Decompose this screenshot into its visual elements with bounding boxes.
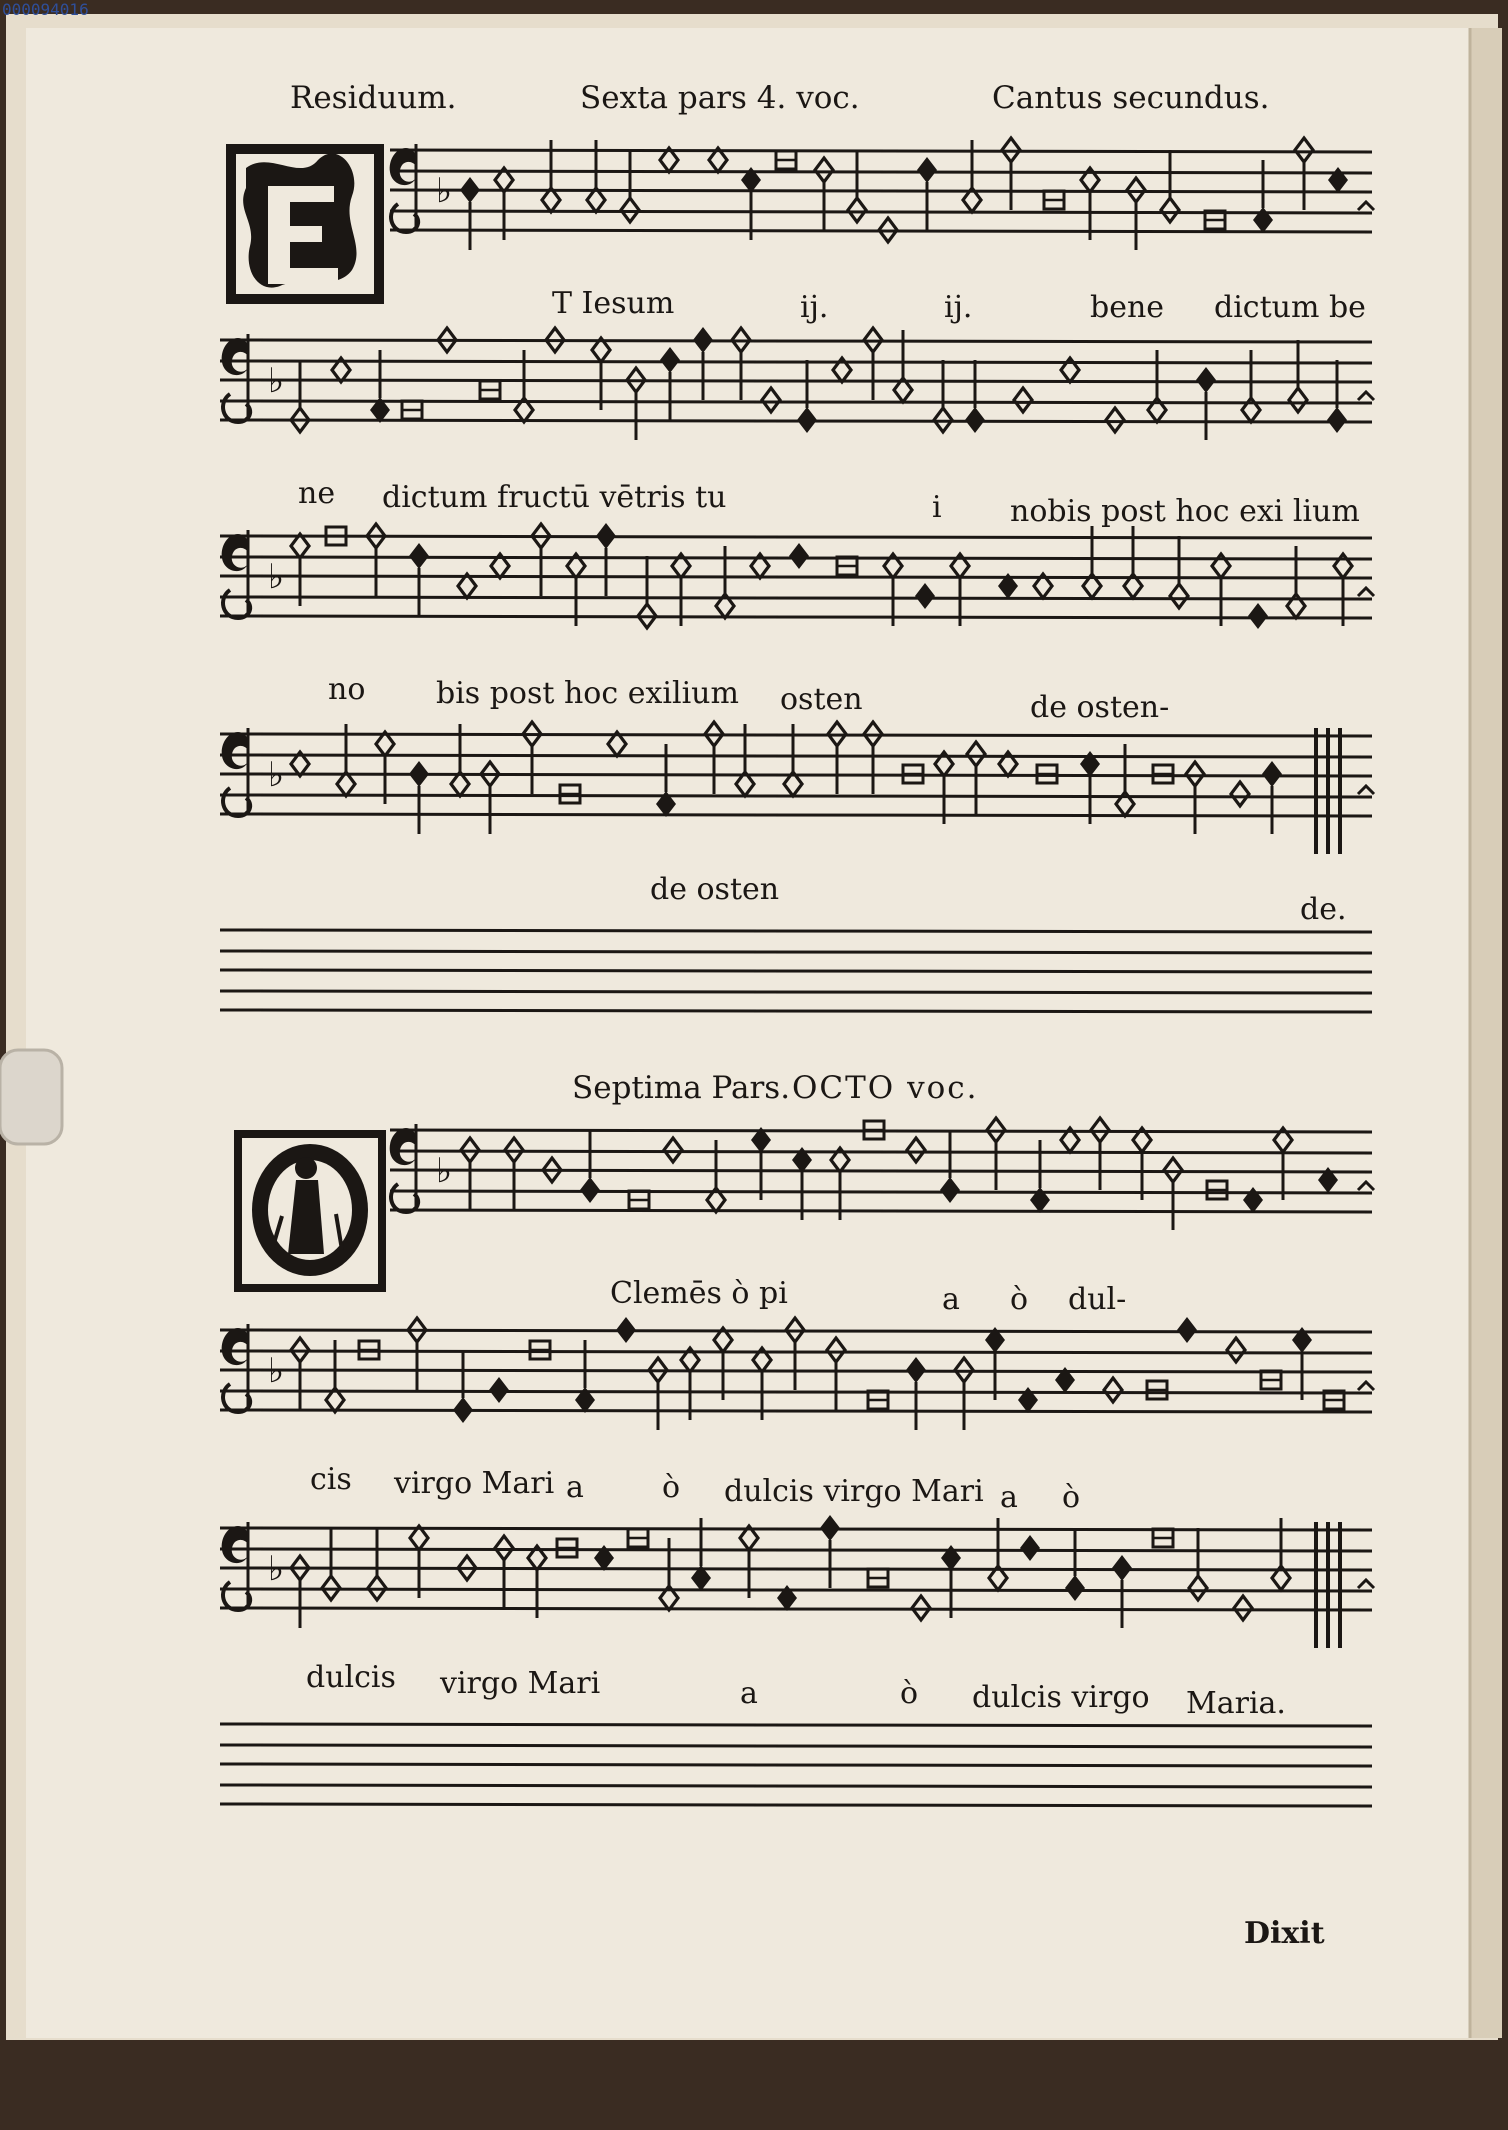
svg-text:♭: ♭ [436, 171, 453, 211]
lyric-line: ò [1062, 1480, 1081, 1515]
lyric-line: dulcis virgo [972, 1680, 1150, 1715]
catchword: Dixit [1244, 1916, 1325, 1951]
section-title-part: Septima Pars. [572, 1070, 791, 1106]
lyric-line: virgo Mari [440, 1666, 601, 1701]
section-title-voices: OCTO voc. [792, 1070, 979, 1106]
lyric-line: T Iesum [552, 286, 675, 321]
lyric-line: dul- [1068, 1282, 1127, 1317]
lyric-line: a [566, 1470, 584, 1505]
header-voice: Cantus secundus. [992, 80, 1270, 116]
initial-letter-o-ornament [234, 1130, 386, 1292]
svg-text:♭: ♭ [268, 755, 285, 795]
lyric-line: dictum fructū vētris tu [382, 480, 727, 515]
lyric-line: i [932, 490, 942, 525]
svg-text:♭: ♭ [436, 1151, 453, 1191]
header-residuum: Residuum. [290, 80, 457, 116]
lyric-line: bene [1090, 290, 1165, 325]
lyric-line: ij. [800, 290, 829, 325]
lyric-line: dulcis virgo Mari [724, 1474, 984, 1509]
lyric-line: osten [780, 682, 863, 717]
lyric-line: Maria. [1186, 1686, 1286, 1721]
catalog-reference: 000094016 [2, 0, 89, 19]
lyric-line: bis post hoc exilium [436, 676, 739, 711]
lyric-line: ò [1010, 1282, 1029, 1317]
lyric-line: no [328, 672, 366, 707]
lyric-line: ij. [944, 290, 973, 325]
lyric-line: a [942, 1282, 960, 1317]
initial-letter-e-ornament [226, 144, 384, 304]
lyric-line: a [740, 1676, 758, 1711]
lyric-line: de. [1300, 892, 1347, 927]
svg-text:♭: ♭ [268, 557, 285, 597]
header-part-number: Sexta pars 4. voc. [580, 80, 860, 116]
lyric-line: dulcis [306, 1660, 396, 1695]
lyric-line: Clemēs ò pi [610, 1276, 788, 1311]
lyric-line: a [1000, 1480, 1018, 1515]
svg-text:♭: ♭ [268, 1351, 285, 1391]
lyric-line: nobis post hoc exi lium [1010, 494, 1360, 529]
lyric-line: dictum be [1214, 290, 1366, 325]
svg-text:♭: ♭ [268, 1549, 285, 1589]
lyric-line: ne [298, 476, 336, 511]
lyric-line: virgo Mari [394, 1466, 555, 1501]
lyric-line: de osten- [1030, 690, 1170, 725]
svg-text:♭: ♭ [268, 361, 285, 401]
lyric-line: cis [310, 1462, 352, 1497]
lyric-line: ò [900, 1676, 919, 1711]
lyric-line: ò [662, 1470, 681, 1505]
lyric-line: de osten [650, 872, 780, 907]
